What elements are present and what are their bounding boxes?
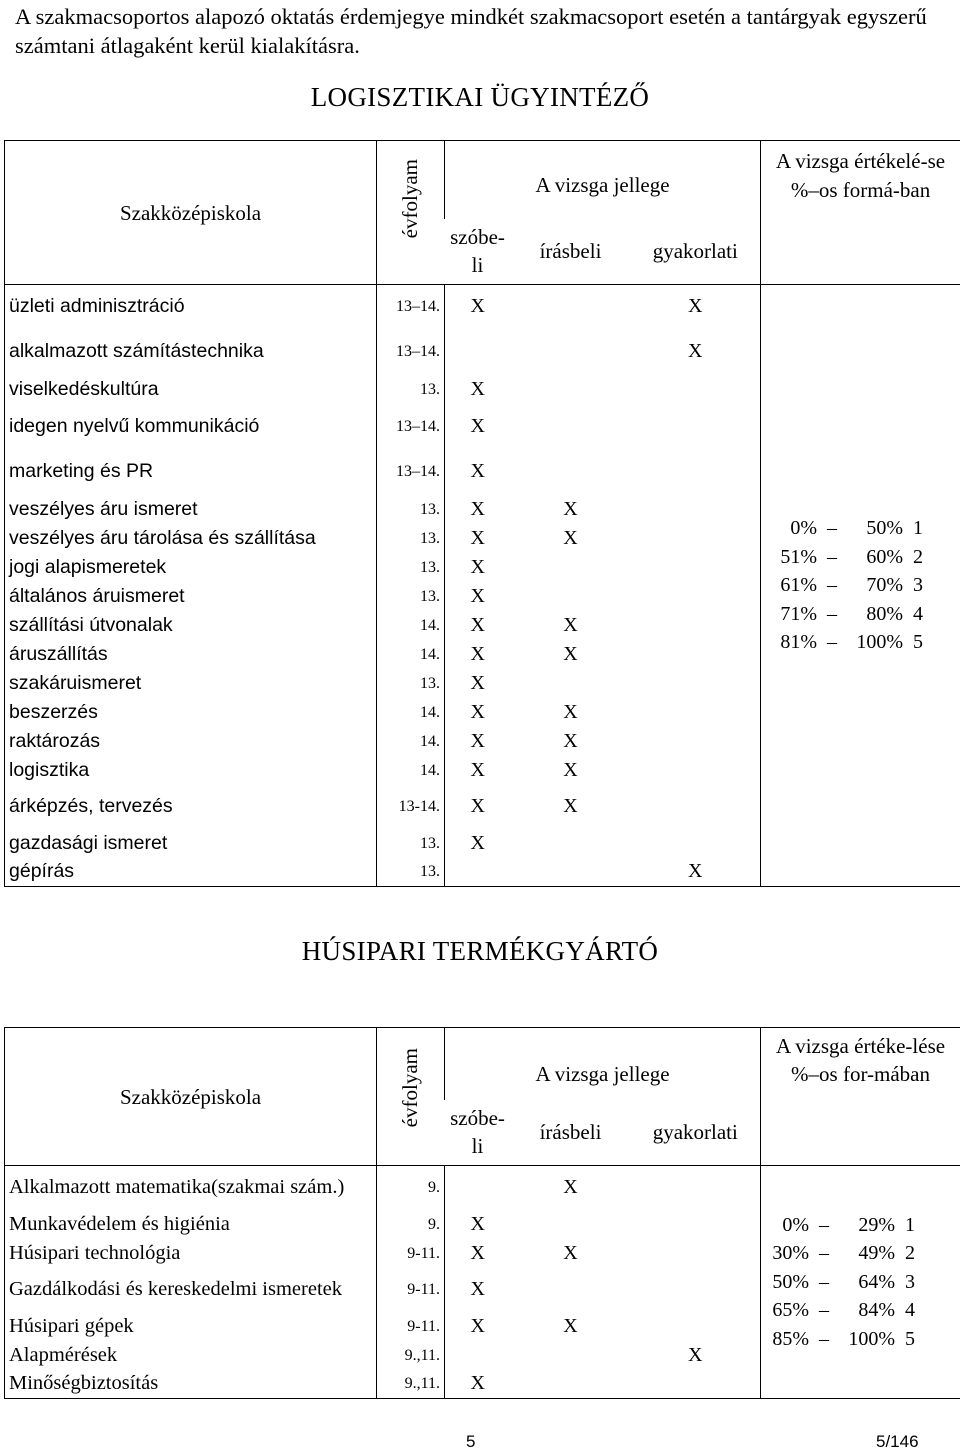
written-cell — [511, 582, 631, 611]
practical-cell — [631, 1312, 761, 1341]
grade-value: 1 — [913, 517, 924, 540]
practical-cell: X — [688, 340, 703, 362]
table1-title: LOGISZTIKAI ÜGYINTÉZŐ — [310, 82, 650, 112]
year-cell: 13. — [377, 829, 445, 858]
subject-cell: Minőségbiztosítás — [5, 1370, 377, 1399]
grading-row — [765, 571, 956, 600]
practical-cell — [631, 1370, 761, 1399]
written-cell — [511, 1210, 631, 1239]
written-cell — [511, 1268, 631, 1312]
practical-cell — [631, 1239, 761, 1268]
written-cell — [511, 1370, 631, 1399]
header-oral: szóbe-li — [450, 225, 505, 278]
oral-cell: X — [445, 640, 511, 669]
grade-to: 80% — [866, 602, 904, 625]
intro-paragraph: A szakmacsoportos alapozó oktatás érdemjegye mindkét szakmacsoport esetén a tantárgyak egyszerű számtani átlagaként kerül kialakításra. — [15, 4, 927, 58]
year-cell: 13. — [377, 553, 445, 582]
header-school: Szakközépiskola — [5, 141, 377, 285]
oral-cell — [445, 1166, 511, 1210]
oral-cell — [445, 329, 511, 375]
year-cell: 13. — [377, 524, 445, 553]
grade-to: 60% — [866, 545, 904, 568]
oral-cell: X — [445, 1210, 511, 1239]
written-cell — [511, 329, 631, 375]
year-cell: 13–14. — [377, 285, 445, 329]
written-cell — [511, 553, 631, 582]
practical-cell — [631, 727, 761, 756]
written-cell: X — [563, 729, 578, 752]
oral-cell: X — [445, 449, 511, 495]
year-cell: 9.,11. — [377, 1341, 445, 1370]
grading-row — [765, 514, 956, 543]
grade-from: 65% — [772, 1299, 810, 1322]
oral-cell — [445, 858, 511, 887]
header-practical: gyakorlati — [652, 239, 738, 264]
oral-cell: X — [445, 727, 511, 756]
header-school: Szakközépiskola — [5, 1028, 377, 1166]
oral-cell: X — [445, 785, 511, 829]
grading-scale — [761, 1166, 960, 1399]
written-cell — [511, 404, 631, 449]
subject-cell: általános áruismeret — [5, 582, 377, 611]
year-cell: 13–14. — [377, 329, 445, 375]
grade-to: 29% — [858, 1213, 896, 1236]
grade-dash: – — [819, 1270, 830, 1293]
practical-cell — [631, 495, 761, 524]
oral-cell: X — [445, 1239, 511, 1268]
written-cell: X — [563, 526, 578, 549]
practical-cell — [631, 1166, 761, 1210]
practical-cell — [631, 449, 761, 495]
year-cell: 13. — [377, 582, 445, 611]
subject-cell: gépírás — [5, 858, 377, 887]
grade-value: 5 — [913, 631, 924, 654]
practical-cell — [631, 698, 761, 727]
year-cell: 9-11. — [377, 1312, 445, 1341]
header-written: írásbeli — [539, 1120, 602, 1145]
grading-row — [765, 1296, 956, 1325]
grade-dash: – — [827, 631, 838, 654]
oral-cell: X — [445, 582, 511, 611]
year-cell: 13. — [377, 495, 445, 524]
grade-to: 100% — [848, 1327, 896, 1350]
oral-cell: X — [445, 495, 511, 524]
oral-cell: X — [445, 1312, 511, 1341]
header-written: írásbeli — [539, 239, 602, 264]
page-number: 5 — [466, 1432, 476, 1451]
oral-cell: X — [445, 524, 511, 553]
table2-title: HÚSIPARI TERMÉKGYÁRTÓ — [301, 936, 659, 966]
year-cell: 14. — [377, 611, 445, 640]
grading-row — [765, 1268, 956, 1297]
page-total: 5/146 — [876, 1432, 919, 1451]
grade-from: 85% — [772, 1327, 810, 1350]
grade-value: 1 — [905, 1213, 916, 1236]
written-cell: X — [563, 1314, 578, 1337]
practical-cell — [631, 640, 761, 669]
grade-from: 30% — [772, 1242, 810, 1265]
year-cell: 13–14. — [377, 404, 445, 449]
practical-cell: X — [688, 1343, 703, 1366]
year-cell: 9.,11. — [377, 1370, 445, 1399]
practical-cell — [631, 669, 761, 698]
year-cell: 13. — [377, 375, 445, 404]
written-cell — [511, 669, 631, 698]
written-cell: X — [563, 613, 578, 636]
written-cell: X — [563, 497, 578, 520]
header-year: évfolyam — [398, 159, 422, 239]
subject-cell: üzleti adminisztráció — [5, 285, 377, 329]
written-cell — [511, 285, 631, 329]
written-cell: X — [511, 1166, 631, 1210]
oral-cell: X — [445, 611, 511, 640]
oral-cell — [445, 1341, 511, 1370]
subject-cell: beszerzés — [5, 698, 377, 727]
grade-dash: – — [827, 517, 838, 540]
header-oral: szóbe-li — [450, 1106, 505, 1159]
subject-cell: idegen nyelvű kommunikáció — [5, 404, 377, 449]
written-cell: X — [563, 1241, 578, 1264]
practical-cell: X — [631, 858, 761, 887]
grade-from: 61% — [780, 574, 818, 597]
year-cell: 13–14. — [377, 449, 445, 495]
grading-scale — [761, 285, 960, 887]
grade-dash: – — [827, 574, 838, 597]
subject-cell: szakáruismeret — [5, 669, 377, 698]
grade-value: 3 — [905, 1270, 916, 1293]
subject-cell: Alapmérések — [5, 1341, 377, 1370]
subject-cell: logisztika — [5, 756, 377, 785]
grading-row — [765, 600, 956, 629]
year-cell: 13. — [377, 858, 445, 887]
grading-row — [765, 1239, 956, 1268]
grade-value: 5 — [905, 1327, 916, 1350]
year-cell: 13. — [377, 669, 445, 698]
grade-value: 4 — [905, 1299, 916, 1322]
written-cell — [511, 829, 631, 858]
grade-value: 4 — [913, 602, 924, 625]
subject-cell: Húsipari technológia — [5, 1239, 377, 1268]
practical-cell — [631, 829, 761, 858]
practical-cell — [631, 785, 761, 829]
written-cell — [511, 858, 631, 887]
grade-from: 81% — [780, 631, 818, 654]
subject-cell: árképzés, tervezés — [5, 785, 377, 829]
header-practical: gyakorlati — [652, 1120, 738, 1145]
header-exam-type: A vizsga jellege — [445, 1028, 761, 1100]
grade-from: 0% — [782, 1213, 810, 1236]
practical-cell — [631, 553, 761, 582]
grade-from: 0% — [790, 517, 818, 540]
subject-cell: marketing és PR — [5, 449, 377, 495]
oral-cell: X — [445, 375, 511, 404]
grade-dash: – — [819, 1327, 830, 1350]
subject-cell: jogi alapismeretek — [5, 553, 377, 582]
grade-value: 3 — [913, 574, 924, 597]
grading-row — [765, 1211, 956, 1240]
year-cell: 9-11. — [377, 1239, 445, 1268]
grade-to: 49% — [858, 1242, 896, 1265]
practical-cell — [631, 582, 761, 611]
oral-cell: X — [445, 698, 511, 727]
grade-dash: – — [827, 602, 838, 625]
written-cell: X — [563, 758, 578, 781]
oral-cell: X — [445, 553, 511, 582]
oral-cell: X — [445, 756, 511, 785]
year-cell: 14. — [377, 756, 445, 785]
grade-from: 51% — [780, 545, 818, 568]
grade-dash: – — [827, 545, 838, 568]
practical-cell — [631, 1268, 761, 1312]
subject-cell: veszélyes áru tárolása és szállítása — [5, 524, 377, 553]
grade-to: 70% — [866, 574, 904, 597]
grade-from: 71% — [780, 602, 818, 625]
grade-dash: – — [819, 1299, 830, 1322]
practical-cell — [631, 1210, 761, 1239]
table-row — [5, 1166, 960, 1210]
written-cell: X — [563, 795, 578, 817]
written-cell: X — [563, 700, 578, 723]
practical-cell — [631, 524, 761, 553]
grading-row — [765, 628, 956, 657]
year-cell: 14. — [377, 727, 445, 756]
written-cell — [511, 375, 631, 404]
meat-industry-exam-table — [4, 1027, 960, 1399]
grade-from: 50% — [772, 1270, 810, 1293]
oral-cell: X — [445, 404, 511, 449]
oral-cell: X — [445, 829, 511, 858]
grade-value: 2 — [913, 545, 924, 568]
year-cell: 9-11. — [377, 1268, 445, 1312]
subject-cell: szállítási útvonalak — [5, 611, 377, 640]
year-cell: 14. — [377, 698, 445, 727]
table-row — [5, 285, 960, 329]
logistics-exam-table — [4, 140, 960, 887]
grading-row — [765, 543, 956, 572]
written-cell: X — [563, 642, 578, 665]
oral-cell: X — [445, 1370, 511, 1399]
header-exam-type: A vizsga jellege — [445, 141, 761, 219]
header-grading: A vizsga értéke-lése %–os for-mában — [761, 1028, 960, 1166]
grade-dash: – — [819, 1213, 830, 1236]
oral-cell: X — [445, 285, 511, 329]
year-cell: 14. — [377, 640, 445, 669]
header-grading: A vizsga értékelé-se %–os formá-ban — [761, 141, 960, 285]
grade-to: 100% — [856, 631, 904, 654]
subject-cell: Munkavédelem és higiénia — [5, 1210, 377, 1239]
grading-row — [765, 1325, 956, 1354]
subject-cell: veszélyes áru ismeret — [5, 495, 377, 524]
header-year: évfolyam — [398, 1048, 422, 1128]
grade-to: 64% — [858, 1270, 896, 1293]
oral-cell: X — [445, 1268, 511, 1312]
subject-cell: áruszállítás — [5, 640, 377, 669]
subject-cell: viselkedéskultúra — [5, 375, 377, 404]
year-cell: 9. — [377, 1166, 445, 1210]
subject-cell: Alkalmazott matematika(szakmai szám.) — [5, 1166, 377, 1210]
practical-cell — [631, 404, 761, 449]
subject-cell: gazdasági ismeret — [5, 829, 377, 858]
grade-to: 84% — [858, 1299, 896, 1322]
written-cell — [511, 449, 631, 495]
year-cell: 9. — [377, 1210, 445, 1239]
subject-cell: raktározás — [5, 727, 377, 756]
subject-cell: Gazdálkodási és kereskedelmi ismeretek — [5, 1268, 377, 1312]
practical-cell: X — [631, 285, 761, 329]
subject-cell: alkalmazott számítástechnika — [5, 329, 377, 375]
oral-cell: X — [445, 669, 511, 698]
grade-to: 50% — [866, 517, 904, 540]
practical-cell — [631, 611, 761, 640]
practical-cell — [631, 375, 761, 404]
year-cell: 13-14. — [377, 785, 445, 829]
written-cell — [511, 1341, 631, 1370]
grade-dash: – — [819, 1242, 830, 1265]
practical-cell — [631, 756, 761, 785]
grade-value: 2 — [905, 1242, 916, 1265]
subject-cell: Húsipari gépek — [5, 1312, 377, 1341]
